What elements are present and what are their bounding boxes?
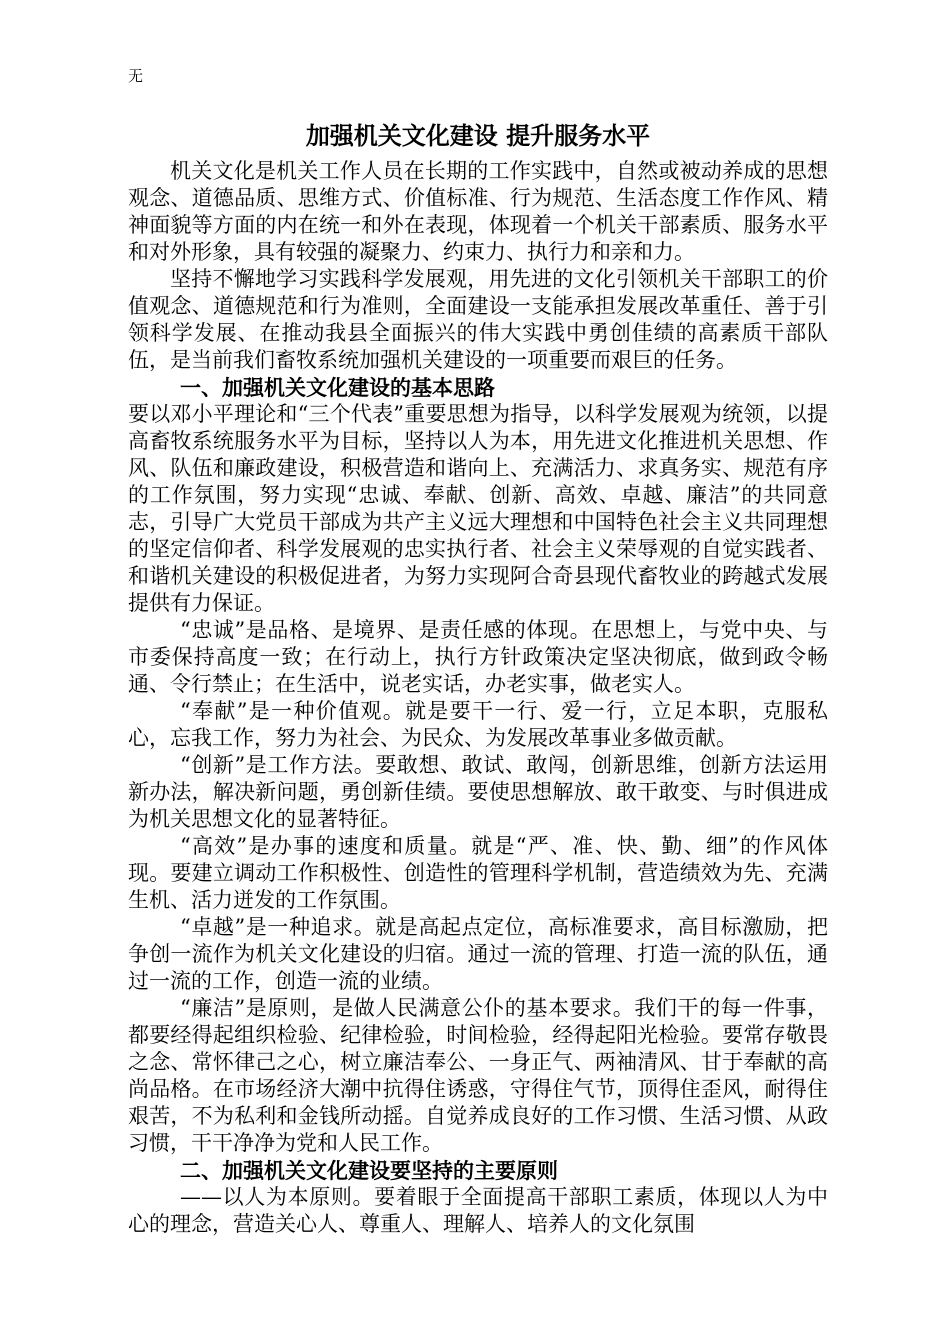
- paragraph-innovation: “创新”是工作方法。要敢想、敢试、敢闯，创新思维，创新方法运用新办法，解决新问题，勇创新佳绩。要使思想解放、敢干敢变、与时俱进成为机关思想文化的显著特征。: [128, 753, 828, 831]
- paragraph-integrity: “廉洁”是原则，是做人民满意公仆的基本要求。我们干的每一件事，都要经得起组织检验、纪律检验，时间检验，经得起阳光检验。要常存敬畏之念、常怀律己之心，树立廉洁奉公、一身正气、两袖清风、甘于奉献的高尚品格。在市场经济大潮中抗得住诱惑，守得住气节，顶得住歪风，耐得住艰苦，不为私利和金钱所动摇。自觉养成良好的工作习惯、生活习惯、从政习惯，干干净净为党和人民工作。: [128, 996, 828, 1155]
- paragraph-efficiency: “高效”是办事的速度和质量。就是“严、准、快、勤、细”的作风体现。要建立调动工作积极性、创造性的管理科学机制，营造绩效为先、充满生机、活力迸发的工作氛围。: [128, 834, 828, 912]
- paragraph-basic-approach: 要以邓小平理论和“三个代表”重要思想为指导，以科学发展观为统领，以提高畜牧系统服务水平为目标，坚持以人为本，用先进文化推进机关思想、作风、队伍和廉政建设，积极营造和谐向上、充满活力、求真务实、规范有序的工作氛围，努力实现“忠诚、奉献、创新、高效、卓越、廉洁”的共同意志，引导广大党员干部成为共产主义远大理想和中国特色社会主义共同理想的坚定信仰者、科学发展观的忠实执行者、社会主义荣辱观的自觉实践者、和谐机关建设的积极促进者，为努力实现阿合奇县现代畜牧业的跨越式发展提供有力保证。: [128, 402, 828, 615]
- paragraph-intro: 机关文化是机关工作人员在长期的工作实践中，自然或被动养成的思想观念、道德品质、思维方式、价值标准、行为规范、生活态度工作作风、精神面貌等方面的内在统一和外在表现，体现着一个机关干部素质、服务水平和对外形象，具有较强的凝聚力、约束力、执行力和亲和力。: [128, 159, 828, 264]
- section-heading-1: 一、加强机关文化建设的基本思路: [180, 375, 495, 400]
- document-body: [128, 158, 828, 1238]
- section-heading-2: 二、加强机关文化建设要坚持的主要原则: [180, 1158, 558, 1183]
- paragraph-excellence: “卓越”是一种追求。就是高起点定位，高标准要求，高目标激励，把争创一流作为机关文化建设的归宿。通过一流的管理、打造一流的队伍，通过一流的工作，创造一流的业绩。: [128, 915, 828, 993]
- paragraph-task: 坚持不懈地学习实践科学发展观，用先进的文化引领机关干部职工的价值观念、道德规范和行为准则，全面建设一支能承担发展改革重任、善于引领科学发展、在推动我县全面振兴的伟大实践中勇创佳绩的高素质干部队伍，是当前我们畜牧系统加强机关建设的一项重要而艰巨的任务。: [128, 267, 828, 372]
- page-title: 加强机关文化建设 提升服务水平: [305, 121, 651, 150]
- paragraph-people-oriented: ——以人为本原则。要着眼于全面提高干部职工素质，体现以人为中心的理念，营造关心人、尊重人、理解人、培养人的文化氛围: [128, 1185, 828, 1236]
- paragraph-loyalty: “忠诚”是品格、是境界、是责任感的体现。在思想上，与党中央、与市委保持高度一致；在行动上，执行方针政策决定坚决彻底，做到政令畅通、令行禁止；在生活中，说老实话，办老实事，做老实人。: [128, 618, 828, 696]
- header-mark: 无: [128, 67, 144, 85]
- paragraph-dedication: “奉献”是一种价值观。就是要干一行、爱一行，立足本职，克服私心，忘我工作，努力为社会、为民众、为发展改革事业多做贡献。: [128, 699, 828, 750]
